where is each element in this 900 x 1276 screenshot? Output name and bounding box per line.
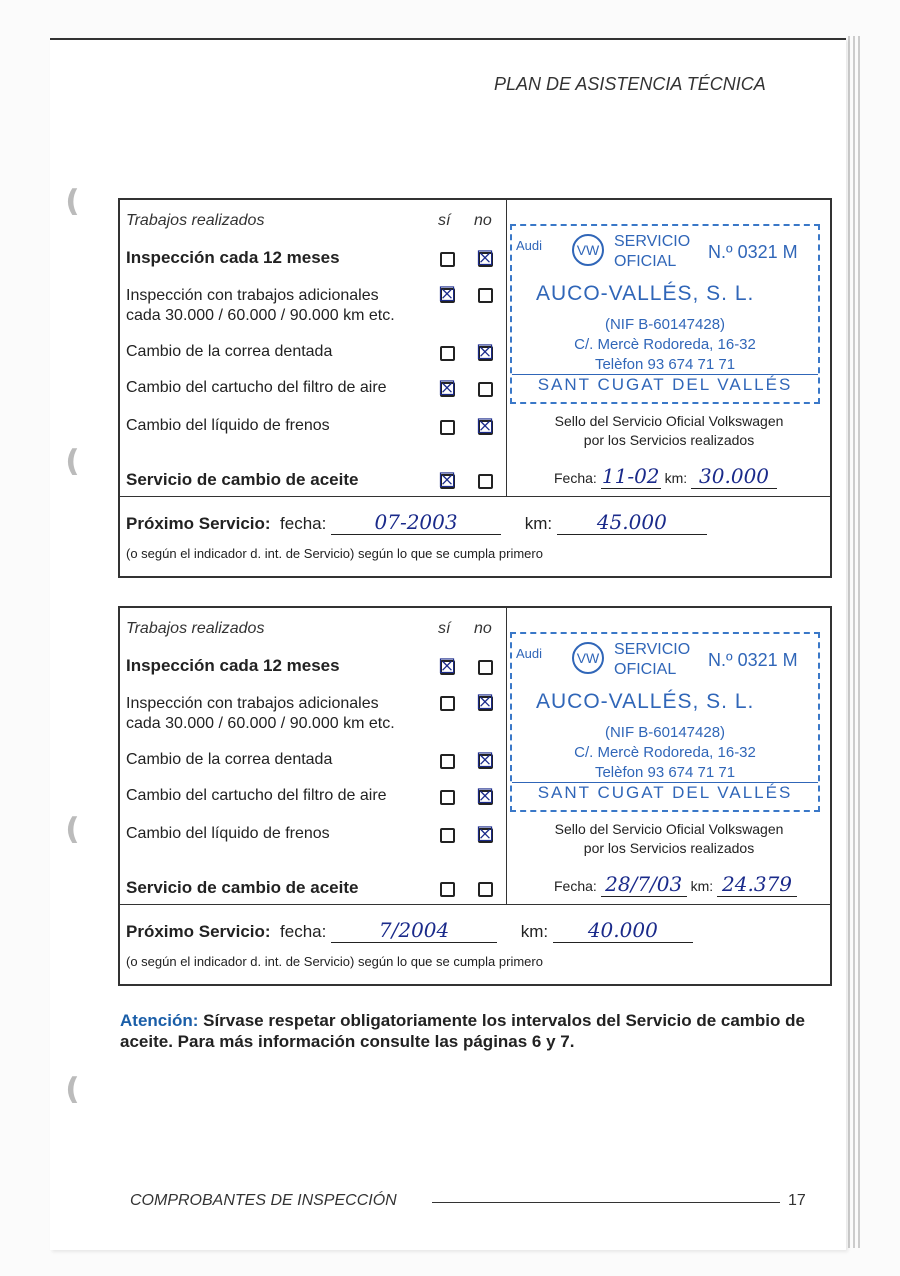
- stamp-area: [508, 608, 830, 904]
- col-header-si: sí: [438, 212, 451, 229]
- stamp-number: N.º 0321 M: [708, 242, 798, 262]
- row-label: Cambio del cartucho del filtro de aire: [126, 379, 387, 396]
- checkbox-no[interactable]: [478, 474, 493, 489]
- attention-text: Sírvase respetar obligatoriamente los intervalos del Servicio de cambio de aceite. Para más información consulte las páginas 6 y 7.: [120, 1011, 805, 1051]
- stamp-company: AUCO-VALLÉS, S. L.: [536, 282, 755, 305]
- dealer-stamp: [510, 224, 820, 404]
- checkbox-si[interactable]: [440, 828, 455, 843]
- checkbox-no[interactable]: [478, 382, 493, 397]
- footer-title: COMPROBANTES DE INSPECCIÓN: [130, 1192, 397, 1209]
- checkbox-no[interactable]: [478, 882, 493, 897]
- binder-ring-icon: ❪: [60, 1073, 86, 1106]
- stamp-address: C/. Mercè Rodoreda, 16-32: [574, 744, 756, 761]
- row-label: Inspección con trabajos adicionales: [126, 287, 379, 304]
- check-mark-icon: ☒: [476, 822, 494, 846]
- col-header-trabajos: Trabajos realizados: [126, 620, 265, 637]
- checkbox-si[interactable]: [440, 420, 455, 435]
- audi-logo-icon: Audi: [516, 238, 543, 253]
- row-label: Cambio del líquido de frenos: [126, 825, 330, 842]
- next-service-km: 40.000: [553, 918, 693, 943]
- row-label: Servicio de cambio de aceite: [126, 878, 359, 897]
- stamp-servicio: SERVICIO OFICIAL: [614, 641, 691, 678]
- next-service-km: 45.000: [557, 510, 707, 535]
- check-mark-icon: ☒: [476, 414, 494, 438]
- check-mark-icon: ☒: [438, 654, 456, 678]
- service-date: 28/7/03: [601, 872, 687, 897]
- check-mark-icon: ☒: [476, 690, 494, 714]
- checkbox-si[interactable]: [440, 346, 455, 361]
- stamp-city: SANT CUGAT DEL VALLÉS: [512, 374, 818, 395]
- binder-ring-icon: ❪: [60, 445, 86, 478]
- next-service-note: (o según el indicador d. int. de Servicio) según lo que se cumpla primero: [126, 954, 543, 969]
- check-mark-icon: ☒: [476, 246, 494, 270]
- vw-logo-icon: VW: [572, 642, 604, 674]
- service-km: 24.379: [717, 872, 797, 897]
- stamp-phone: Telèfon 93 674 71 71: [594, 356, 736, 373]
- service-date: 11-02: [601, 464, 660, 488]
- check-mark-icon: ☒: [438, 282, 456, 306]
- row-label: Cambio del líquido de frenos: [126, 417, 330, 434]
- checkbox-no[interactable]: [478, 288, 493, 303]
- service-km: 30.000: [691, 464, 777, 489]
- attention-notice: [120, 1010, 820, 1052]
- page-number: 17: [788, 1192, 806, 1209]
- row-label: Inspección con trabajos adicionales: [126, 695, 379, 712]
- stamp-city: SANT CUGAT DEL VALLÉS: [512, 782, 818, 803]
- row-label: Cambio de la correa dentada: [126, 751, 333, 768]
- row-label: Cambio de la correa dentada: [126, 343, 333, 360]
- next-service-date: 07-2003: [331, 510, 501, 535]
- stamp-nif: (NIF B-60147428): [604, 724, 726, 741]
- next-service-line: Próximo Servicio: fecha: 7/2004 km: 40.000: [126, 918, 693, 943]
- checkbox-si[interactable]: [440, 790, 455, 805]
- binder-ring-icon: ❪: [60, 813, 86, 846]
- binder-ring-icon: ❪: [60, 185, 86, 218]
- row-label-2: cada 30.000 / 60.000 / 90.000 km etc.: [126, 715, 395, 732]
- stamp-servicio: SERVICIO OFICIAL: [614, 233, 691, 270]
- next-service-line: Próximo Servicio: fecha: 07-2003 km: 45.000: [126, 510, 707, 535]
- row-label: Cambio del cartucho del filtro de aire: [126, 787, 387, 804]
- stamp-phone: Telèfon 93 674 71 71: [594, 764, 736, 781]
- dealer-stamp: [510, 632, 820, 812]
- sello-text: Sello del Servicio Oficial Volkswagen por los Servicios realizados: [554, 821, 784, 856]
- service-date-line: Fecha: 11-02 km: 30.000: [554, 464, 777, 489]
- header-title: PLAN DE ASISTENCIA TÉCNICA: [494, 74, 766, 94]
- row-label: Servicio de cambio de aceite: [126, 470, 359, 489]
- checkbox-si[interactable]: [440, 882, 455, 897]
- row-label-2: cada 30.000 / 60.000 / 90.000 km etc.: [126, 307, 395, 324]
- check-mark-icon: ☒: [476, 748, 494, 772]
- stamp-area: [508, 200, 830, 496]
- work-table: [120, 200, 507, 496]
- check-mark-icon: ☒: [476, 784, 494, 808]
- checkbox-no[interactable]: [478, 660, 493, 675]
- stamp-company: AUCO-VALLÉS, S. L.: [536, 690, 755, 713]
- audi-logo-icon: Audi: [516, 646, 543, 661]
- checkbox-si[interactable]: [440, 754, 455, 769]
- col-header-no: no: [474, 620, 492, 637]
- col-header-no: no: [474, 212, 492, 229]
- row-label: Inspección cada 12 meses: [126, 656, 340, 675]
- next-service-note: (o según el indicador d. int. de Servicio) según lo que se cumpla primero: [126, 546, 543, 561]
- attention-label: Atención:: [120, 1011, 199, 1030]
- col-header-si: sí: [438, 620, 451, 637]
- col-header-trabajos: Trabajos realizados: [126, 212, 265, 229]
- stamp-address: C/. Mercè Rodoreda, 16-32: [574, 336, 756, 353]
- service-date-line: Fecha: 28/7/03 km: 24.379: [554, 872, 797, 897]
- next-service-date: 7/2004: [331, 918, 497, 943]
- stamp-nif: (NIF B-60147428): [604, 316, 726, 333]
- check-mark-icon: ☒: [476, 340, 494, 364]
- inspection-record-1: [118, 198, 832, 578]
- check-mark-icon: ☒: [438, 468, 456, 492]
- stamp-number: N.º 0321 M: [708, 650, 798, 670]
- row-label: Inspección cada 12 meses: [126, 248, 340, 267]
- checkbox-si[interactable]: [440, 252, 455, 267]
- sello-text: Sello del Servicio Oficial Volkswagen por los Servicios realizados: [554, 413, 784, 448]
- checkbox-si[interactable]: [440, 696, 455, 711]
- check-mark-icon: ☒: [438, 376, 456, 400]
- work-table: [120, 608, 507, 904]
- vw-logo-icon: VW: [572, 234, 604, 266]
- inspection-record-2: [118, 606, 832, 986]
